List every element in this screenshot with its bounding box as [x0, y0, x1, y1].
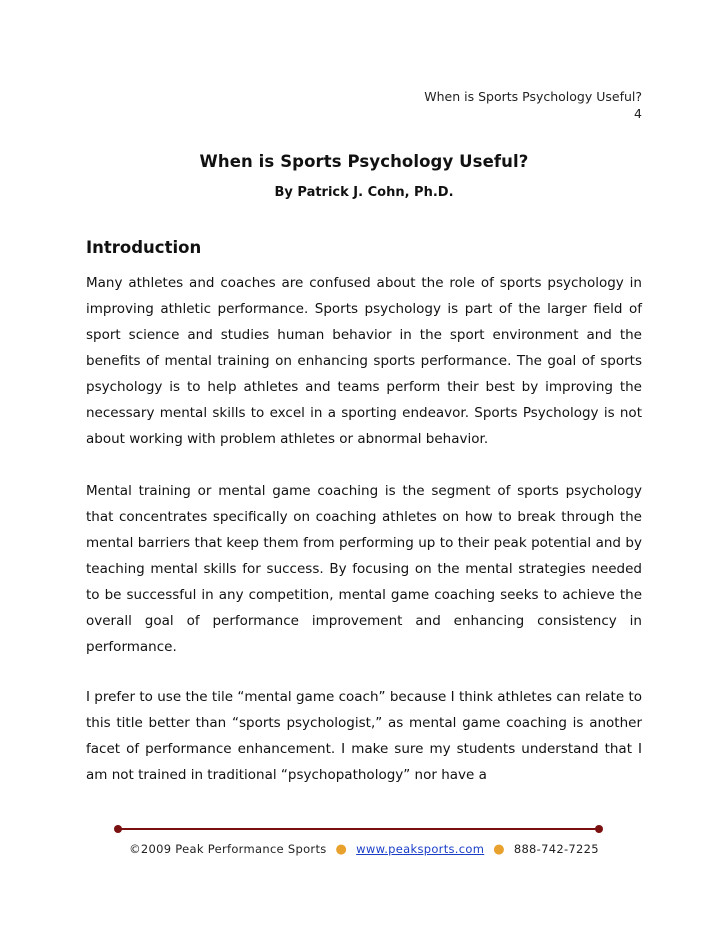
footer-rule-dot-right — [595, 825, 603, 833]
running-header — [424, 88, 642, 122]
running-title: When is Sports Psychology Useful? — [424, 89, 642, 104]
footer-rule-dot-left — [114, 825, 122, 833]
footer-separator-dot-icon: ● — [335, 842, 348, 857]
footer-separator-dot-icon: ● — [493, 842, 505, 857]
footer-website-link[interactable]: www.peaksports.com — [356, 842, 485, 856]
footer-rule — [118, 828, 600, 830]
section-heading-introduction: Introduction — [86, 238, 202, 257]
paragraph-1: Many athletes and coaches are confused about the role of sports psychology in improving athletic performance. Sports psychology is part of the larger field of sport science and studies human behavior in the sport environment and the benefits of mental training on enhancing sports performance. The goal of sports psychology is to help athletes and teams perform their best by improving the necessary mental skills to excel in a sporting endeavor. Sports Psychology is not about working with problem athletes or abnormal behavior. — [86, 275, 642, 447]
page-number: 4 — [634, 106, 642, 121]
paragraph-3: I prefer to use the tile “mental game coach” because I think athletes can relate to this title better than “sports psychologist,” as mental game coaching is another facet of performance enhancement. I make sure my students understand that I am not trained in traditional “psychopathology” nor have a — [86, 689, 642, 783]
document-title: When is Sports Psychology Useful? — [199, 152, 529, 171]
paragraph-2: Mental training or mental game coaching is the segment of sports psychology that concentrates specifically on coaching athletes on how to break through the mental barriers that keep them from performing up to their peak potential and by teaching mental skills for success. By focusing on the mental strategies needed to be successful in any competition, mental game coaching seeks to achieve the overall goal of performance improvement and enhancing consistency in performance. — [86, 483, 642, 655]
footer-copyright: ©2009 Peak Performance Sports — [129, 842, 327, 856]
footer — [0, 842, 728, 857]
document-author: By Patrick J. Cohn, Ph.D. — [274, 185, 454, 200]
footer-phone: 888-742-7225 — [513, 842, 599, 856]
